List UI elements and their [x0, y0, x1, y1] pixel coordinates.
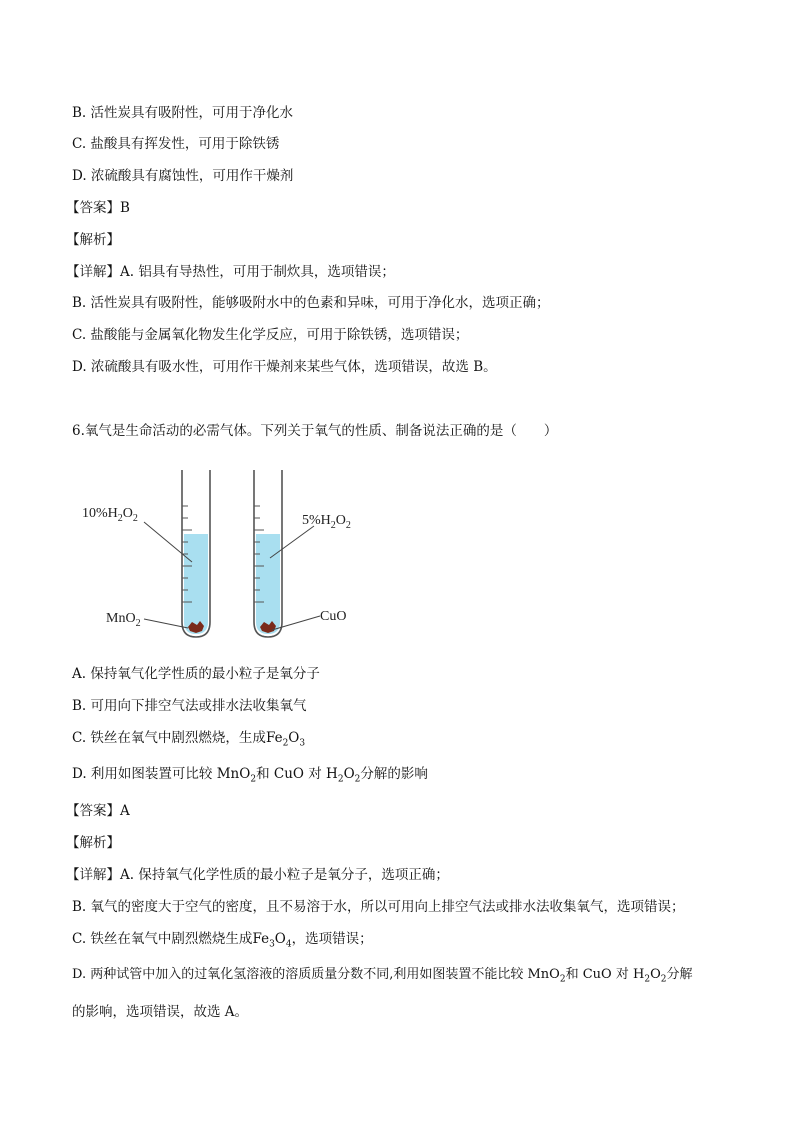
left-liquid: [184, 534, 208, 634]
q6-detail-1: [66, 866, 449, 884]
right-liquid: [256, 534, 280, 634]
q5-answer: [66, 199, 130, 217]
test-tube-figure: [76, 462, 376, 652]
answer-tag: 【答案】: [66, 803, 120, 819]
detail-text: D. 两种试管中加入的过氧化氢溶液的溶质质量分数不同,利用如图装置不能比较: [72, 967, 524, 982]
q6-detail-5: 的影响，选项错误，故选 A。: [72, 1004, 249, 1020]
q6-detail-4: [72, 966, 693, 984]
q6-analysis-tag: 【解析】: [66, 835, 120, 851]
q5-detail-1: [66, 263, 395, 281]
detail-text: A. 铝具有导热性，可用于制炊具，选项错误；: [120, 264, 395, 280]
formula-fe3o4: $Fe_3O_4$: [252, 931, 292, 950]
q5-option-d: D. 浓硫酸具有腐蚀性，可用作干燥剂: [72, 168, 294, 184]
formula-mno2: MnO$_2$: [216, 766, 257, 785]
label-left-solution: $10\%H_2O_2$: [82, 506, 138, 524]
right-test-tube: [254, 470, 282, 637]
q5-detail-4: D. 浓硫酸具有吸水性，可用作干燥剂来某些气体，选项错误，故选 B。: [72, 359, 497, 375]
detail-text: ，选项错误；: [291, 931, 373, 947]
detail-tag: 【详解】: [66, 264, 120, 280]
option-text: 对: [308, 766, 322, 782]
q5-option-c: C. 盐酸具有挥发性，可用于除铁锈: [72, 136, 280, 152]
q6-answer: [66, 802, 130, 820]
q5-option-b: B. 活性炭具有吸附性，可用于净化水: [72, 105, 294, 121]
q6-detail-3: [72, 930, 373, 948]
answer-value: A: [120, 803, 130, 819]
option-text: 分解的影响: [360, 766, 428, 782]
detail-text: 对: [615, 967, 629, 982]
label-right-solution: $5\%H_2O_2$: [302, 513, 351, 531]
label-right-solid: CuO: [320, 609, 347, 624]
q5-analysis-tag: 【解析】: [66, 232, 120, 248]
option-text: D. 利用如图装置可比较: [72, 766, 213, 782]
detail-tag: 【详解】: [66, 867, 120, 883]
formula-mno2: MnO$_2$: [527, 967, 566, 985]
detail-text: 和: [565, 967, 579, 982]
formula-cuo: CuO: [273, 766, 304, 782]
q6-stem: 6.氧气是生命活动的必需气体。下列关于氧气的性质、制备说法正确的是（ ）: [72, 423, 558, 439]
left-test-tube: [182, 470, 210, 637]
detail-text: A. 保持氧气化学性质的最小粒子是氧分子，选项正确；: [120, 867, 449, 883]
q6-option-a: A. 保持氧气化学性质的最小粒子是氧分子: [72, 666, 320, 682]
option-text: 和: [256, 766, 270, 782]
formula-fe2o3: $Fe_2O_3$: [265, 730, 306, 749]
q6-option-b: B. 可用向下排空气法或排水法收集氧气: [72, 698, 307, 714]
formula-h2o2: $H_2O_2$: [633, 967, 667, 985]
label-left-solid: MnO$_2$: [106, 611, 141, 629]
q5-detail-3: C. 盐酸能与金属氧化物发生化学反应，可用于除铁锈，选项错误；: [72, 327, 469, 343]
detail-text: C. 铁丝在氧气中剧烈燃烧生成: [72, 931, 253, 947]
answer-value: B: [120, 200, 130, 216]
answer-tag: 【答案】: [66, 200, 120, 216]
detail-text: 分解: [666, 967, 693, 982]
q5-detail-2: B. 活性炭具有吸附性，能够吸附水中的色素和异味，可用于净化水，选项正确；: [72, 295, 550, 311]
formula-cuo: CuO: [582, 967, 612, 982]
q6-option-d: [72, 765, 428, 783]
option-text: C. 铁丝在氧气中剧烈燃烧，生成: [72, 730, 266, 746]
formula-h2o2: $H_2O_2$: [326, 766, 361, 785]
q6-detail-2: B. 氧气的密度大于空气的密度，且不易溶于水，所以可用向上排空气法或排水法收集氧气，选项错误；: [72, 899, 685, 915]
q6-option-c: [72, 729, 305, 747]
